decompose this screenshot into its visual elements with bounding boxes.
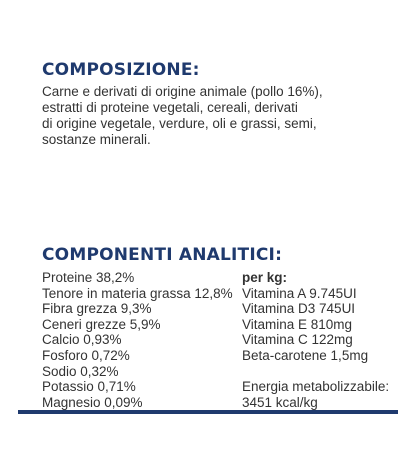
per-kg-heading: per kg: [242, 270, 288, 285]
list-item: Fibra grezza 9,3% [42, 301, 152, 317]
list-item: Vitamina E 810mg [242, 316, 353, 332]
list-item: Sodio 0,32% [42, 363, 119, 379]
bottom-divider [18, 410, 398, 414]
list-item: Calcio 0,93% [42, 332, 122, 348]
list-item: Beta-carotene 1,5mg [242, 347, 369, 363]
list-item: Tenore in materia grassa 12,8% [42, 285, 233, 301]
list-item: Vitamina C 122mg [242, 332, 353, 348]
composition-line: estratti di proteine vegetali, cereali, derivati [42, 100, 298, 115]
analytical-heading: COMPONENTI ANALITICI: [42, 245, 283, 265]
list-item: Proteine 38,2% [42, 270, 135, 285]
list-item: Vitamina A 9.745UI [242, 285, 357, 301]
list-item: Ceneri grezze 5,9% [42, 316, 161, 332]
composition-line: di origine vegetale, verdure, oli e grassi, semi, [42, 116, 317, 131]
analytical-constituents-list [42, 270, 233, 410]
list-item: Potassio 0,71% [42, 379, 136, 395]
energy-label: Energia metabolizzabile: [242, 379, 390, 395]
composition-line: sostanze minerali. [42, 132, 151, 147]
energy-value: 3451 kcal/kg [242, 394, 318, 410]
composition-heading: COMPOSIZIONE: [42, 60, 200, 80]
per-kg-list [242, 270, 389, 410]
spacer [242, 364, 389, 380]
composition-text [42, 84, 382, 148]
list-item: Fosforo 0,72% [42, 347, 130, 363]
list-item: Vitamina D3 745UI [242, 301, 356, 317]
composition-line: Carne e derivati di origine animale (pollo 16%), [42, 84, 323, 99]
list-item: Magnesio 0,09% [42, 394, 143, 410]
